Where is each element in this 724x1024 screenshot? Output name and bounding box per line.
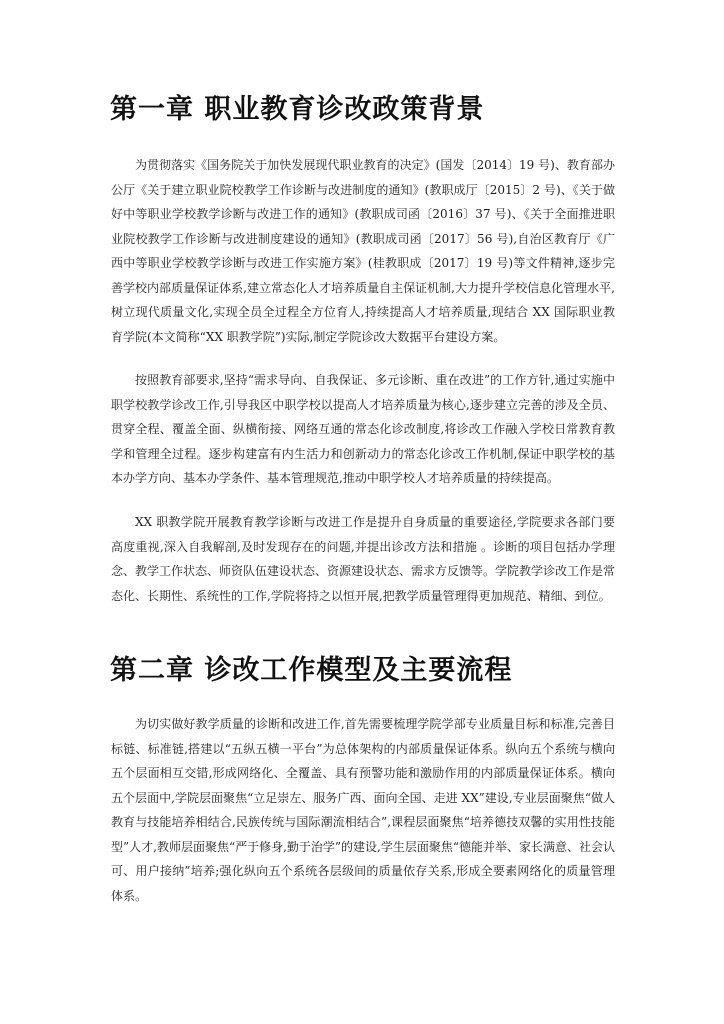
chapter-1-paragraph-2: 按照教育部要求,坚持“需求导向、自我保证、多元诊断、重在改进”的工作方针,通过实施中职学校教学诊改工作,引导我区中职学校以提高人才培养质量为核心,逐步建立完善的涉及全员、贯穿全程、覆盖全面、纵横衔接、网络互通的常态化诊改制度,将诊改工作融入学校日常教育教学和管理全过程。逐步构建富有内生活力和创新动力的常态化诊改工作机制,保证中职学校的基本办学方向、基本办学条件、基本管理规范,推动中职学校人才培养质量的持续提高。 [111, 373, 615, 485]
chapter-2-paragraph-1: 为切实做好教学质量的诊断和改进工作,首先需要梳理学院学部专业质量目标和标准,完善目标链、标准链,搭建以“五纵五横一平台”为总体架构的内部质量保证体系。纵向五个系统与横向五个层面相互交错,形成网络化、全覆盖、具有预警功能和激励作用的内部质量保证体系。横向五个层面中,学院层面聚焦“立足崇左、服务广西、面向全国、走进 XX”建设,专业层面聚焦“做人教育与技能培养相结合,民族传统与国际潮流相结合”,课程层面聚焦“培养德技双馨的实用性技能型”人才,教师层面聚焦“严于修身,勤于治学”的建设,学生层面聚焦“德能并举、家长满意、社会认可、用户接纳”培养;强化纵向五个系统各层级间的质量依存关系,形成全要素网络化的质量管理体系。 [111, 717, 615, 903]
chapter-1-paragraph-1: 为贯彻落实《国务院关于加快发展现代职业教育的决定》(国发〔2014〕19 号)、教育部办公厅《关于建立职业院校教学工作诊断与改进制度的通知》(教职成厅〔2015〕2 号)、《关于做好中等职业学校教学诊断与改进工作的通知》(教职成司函〔2016〕37 号)、《关于全面推进职业院校教学工作诊断与改进制度建设的通知》(教职成司函〔2017〕56 号),自治区教育厅《广西中等职业学校教学诊断与改进工作实施方案》(桂教职成〔2017〕19 号)等文件精神,逐步完善学校内部质量保证体系,建立常态化人才培养质量自主保证机制,大力提升学校信息化管理水平,树立现代质量文化,实现全员全过程全方位育人,持续提高人才培养质量,现结合 XX 国际职业教育学院(本文简称“XX 职教学院”)实际,制定学院诊改大数据平台建设方案。 [111, 158, 615, 344]
chapter-1-paragraph-3: XX 职教学院开展教育教学诊断与改进工作是提升自身质量的重要途径,学院要求各部门要高度重视,深入自我解剖,及时发现存在的问题,并提出诊改方法和措施 。诊断的项目包括办学理念、教学工作状态、师资队伍建设状态、资源建设状态、需求方反馈等。学院教学诊改工作是常态化、长期性、系统性的工作,学院将持之以恒开展,把教学质量管理得更加规范、精细、到位。 [111, 515, 616, 603]
chapter-1-title: 第一章 职业教育诊改政策背景 [110, 94, 485, 125]
chapter-2-title: 第二章 诊改工作模型及主要流程 [110, 655, 513, 686]
